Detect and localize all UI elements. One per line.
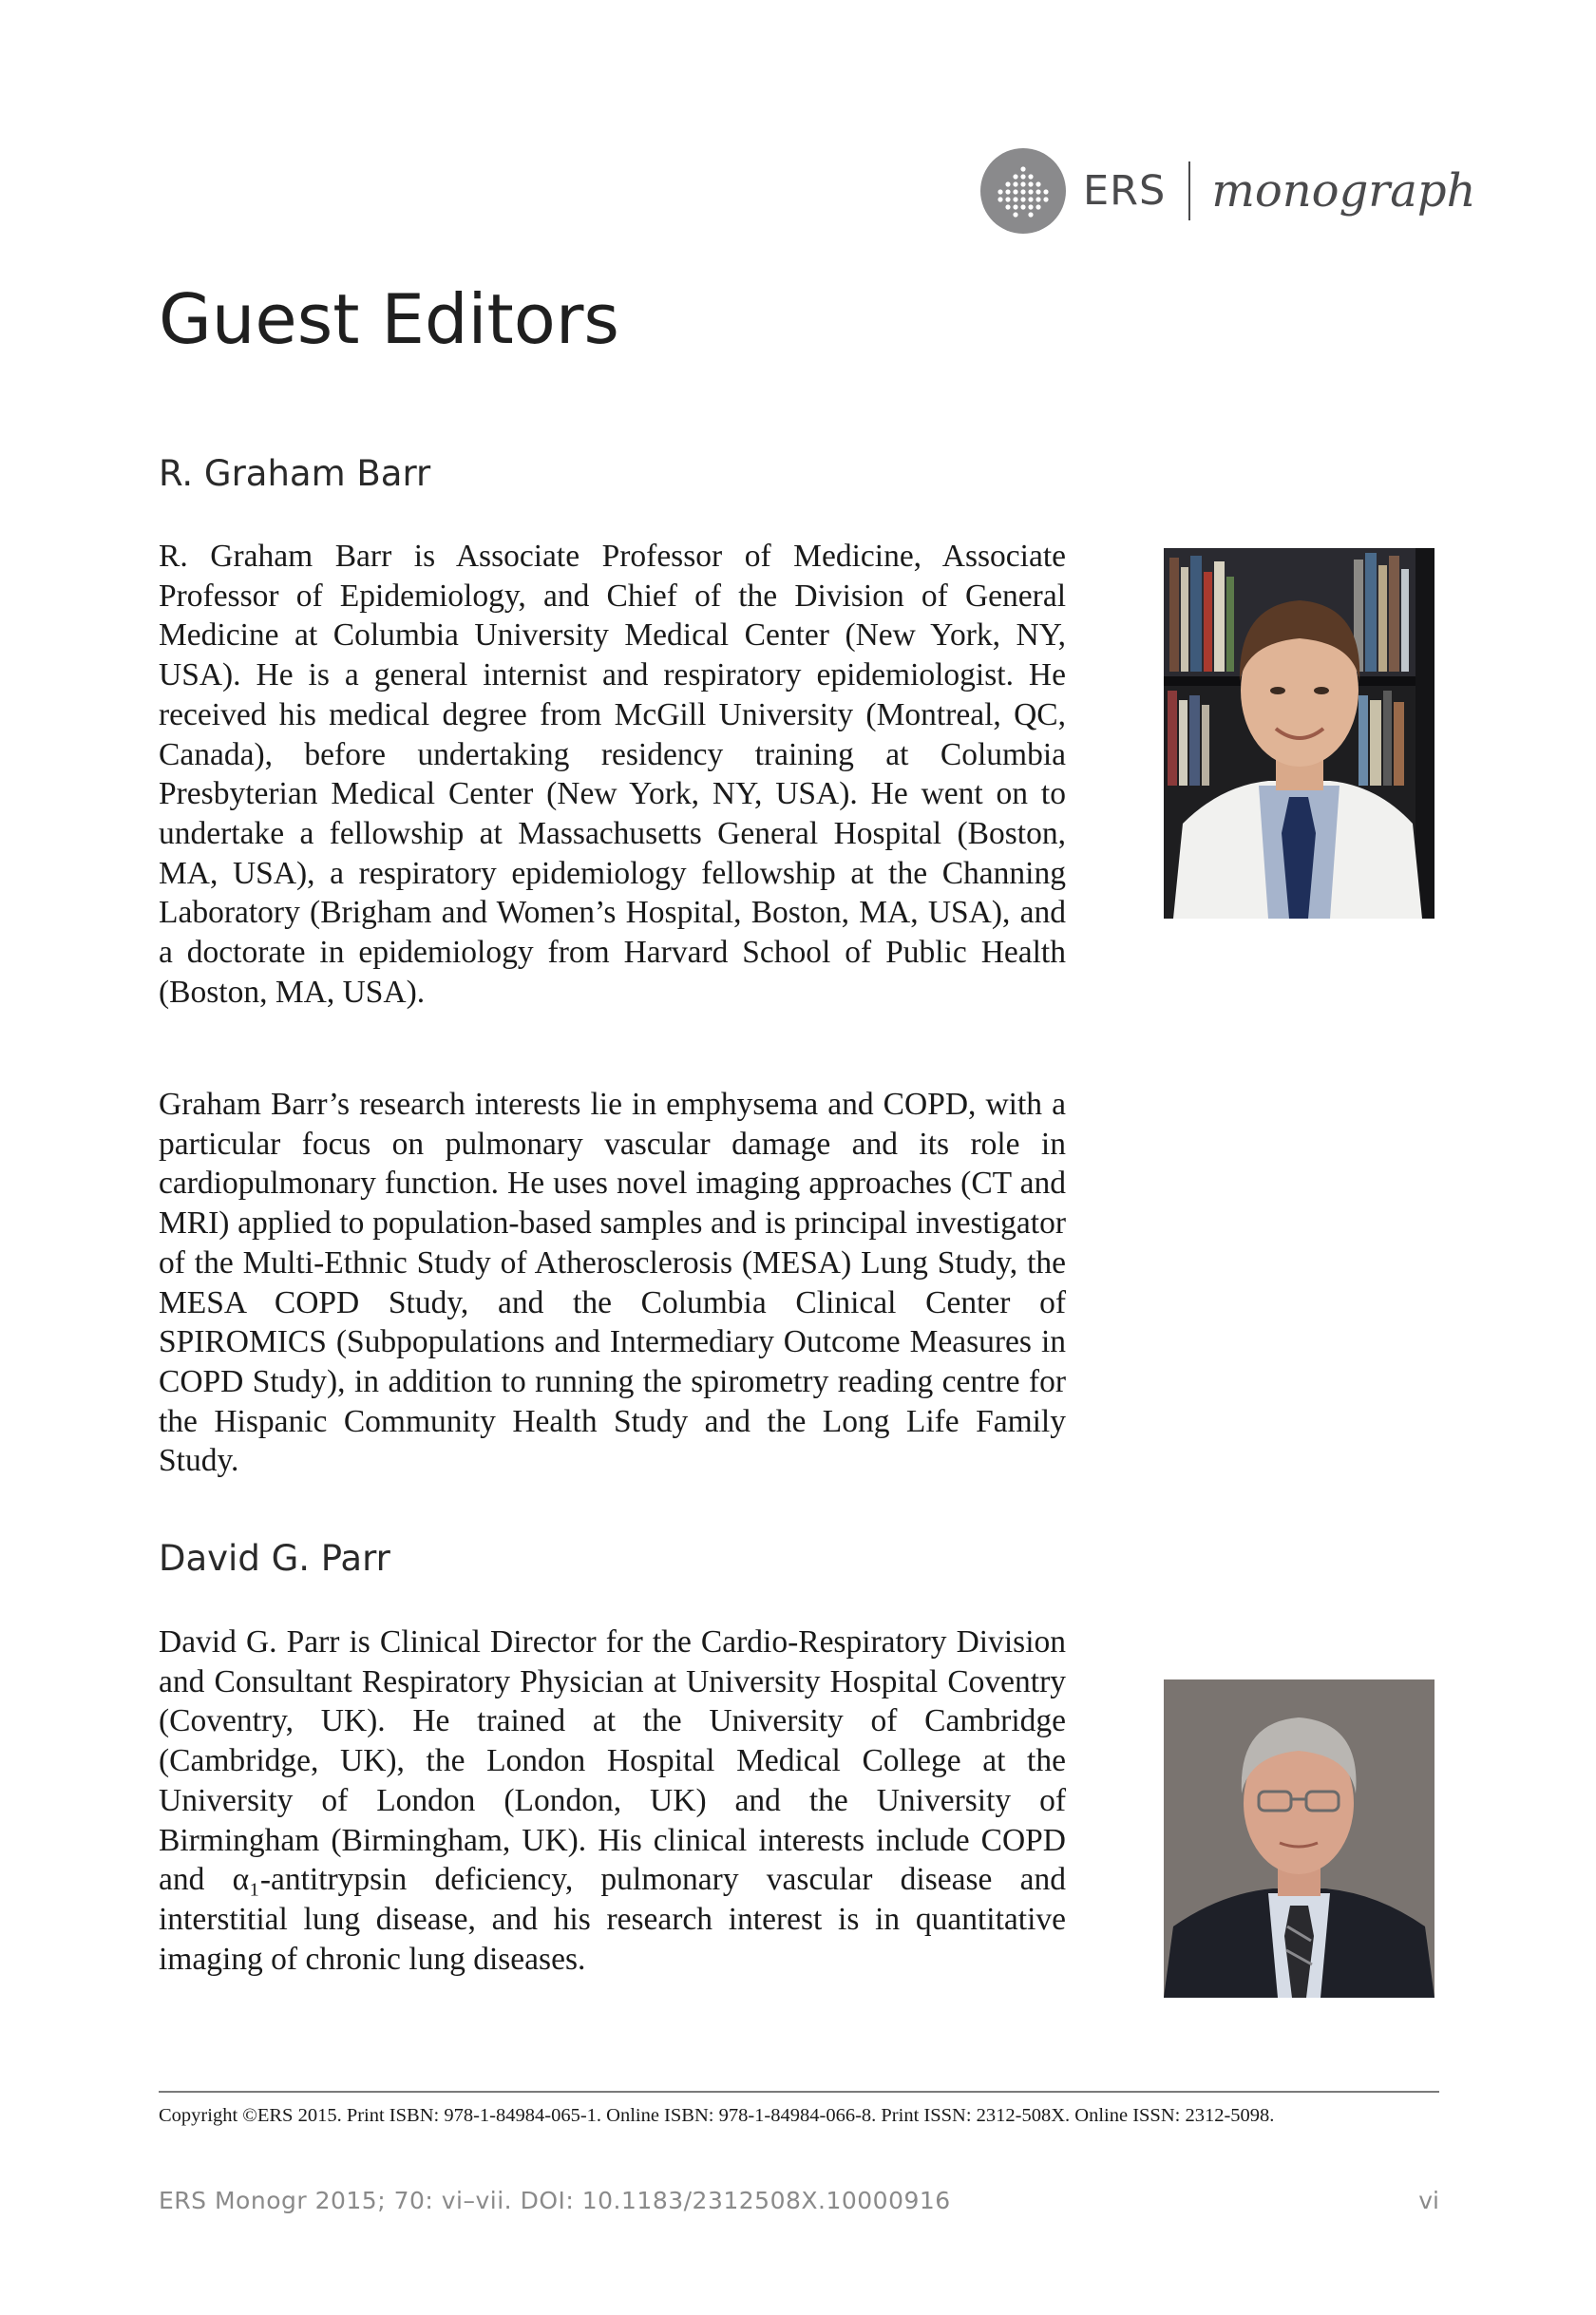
editor-bio-barr-paragraph-1: R. Graham Barr is Associate Professor of Medicine, Associate Professor of Epidemiology, and Chief of the Division of General Medicine at Columbia University Medical Center (New York, NY, USA). He is a general internist and respiratory epidemiologist. He received his medical degree from McGill University (Montreal, QC, Canada), before undertaking residency training at Columbia Presbyterian Medical Center (New York, NY, USA). He went on to undertake a fellowship at Massachusetts General Hospital (Boston, MA, USA), a respiratory epidemiology fellowship at the Channing Laboratory (Brigham and Women’s Hospital, Boston, MA, USA), and a doctorate in epidemiology from Harvard School of Public Health (Boston, MA, USA). <box>159 539 1066 1010</box>
ers-lung-logo-icon <box>980 148 1066 234</box>
copyright-notice: Copyright ©ERS 2015. Print ISBN: 978-1-84984-065-1. Online ISBN: 978-1-84984-066-8. Print ISSN: 2312-508X. Online ISSN: 2312-5098. <box>159 2105 1275 2126</box>
citation-doi: ERS Monogr 2015; 70: vi–vii. DOI: 10.1183/2312508X.10000916 <box>159 2187 951 2214</box>
ers-monograph-logo <box>980 148 1476 234</box>
page-number: vi <box>1418 2187 1439 2214</box>
logo-divider <box>1188 161 1190 220</box>
page-title: Guest Editors <box>159 279 619 359</box>
logo-monograph-text: monograph <box>1211 164 1476 218</box>
editor-name-barr: R. Graham Barr <box>159 453 431 494</box>
editor-name-parr: David G. Parr <box>159 1538 390 1579</box>
editor-photo-barr <box>1164 548 1434 919</box>
editor-photo-parr <box>1164 1679 1434 1998</box>
editor-bio-parr-paragraph-1: David G. Parr is Clinical Director for the Cardio-Respiratory Division and Consultant Respiratory Physician at University Hospital Coventry (Coventry, UK). He trained at the University of Cambridge (Cambridge, UK), the London Hospital Medical College at the University of London (London, UK) and the University of Birmingham (Birmingham, UK). His clinical interests include COPD and α₁-antitrypsin deficiency, pulmonary vascular disease and interstitial lung disease, and his research interest is in quantitative imaging of chronic lung diseases. <box>159 1624 1066 1977</box>
editor-bio-barr-paragraph-2: Graham Barr’s research interests lie in emphysema and COPD, with a particular focus on pulmonary vascular damage and its role in cardiopulmonary function. He uses novel imaging approaches (CT and MRI) applied to population-based samples and is principal investigator of the Multi-Ethnic Study of Atherosclerosis (MESA) Lung Study, the MESA COPD Study, and the Columbia Clinical Center of SPIROMICS (Subpopulations and Intermediary Outcome Measures in COPD Study), in addition to running the spirometry reading centre for the Hispanic Community Health Study and the Long Life Family Study. <box>159 1087 1066 1479</box>
footer-divider <box>159 2091 1439 2093</box>
logo-ers-text: ERS <box>1083 167 1167 215</box>
